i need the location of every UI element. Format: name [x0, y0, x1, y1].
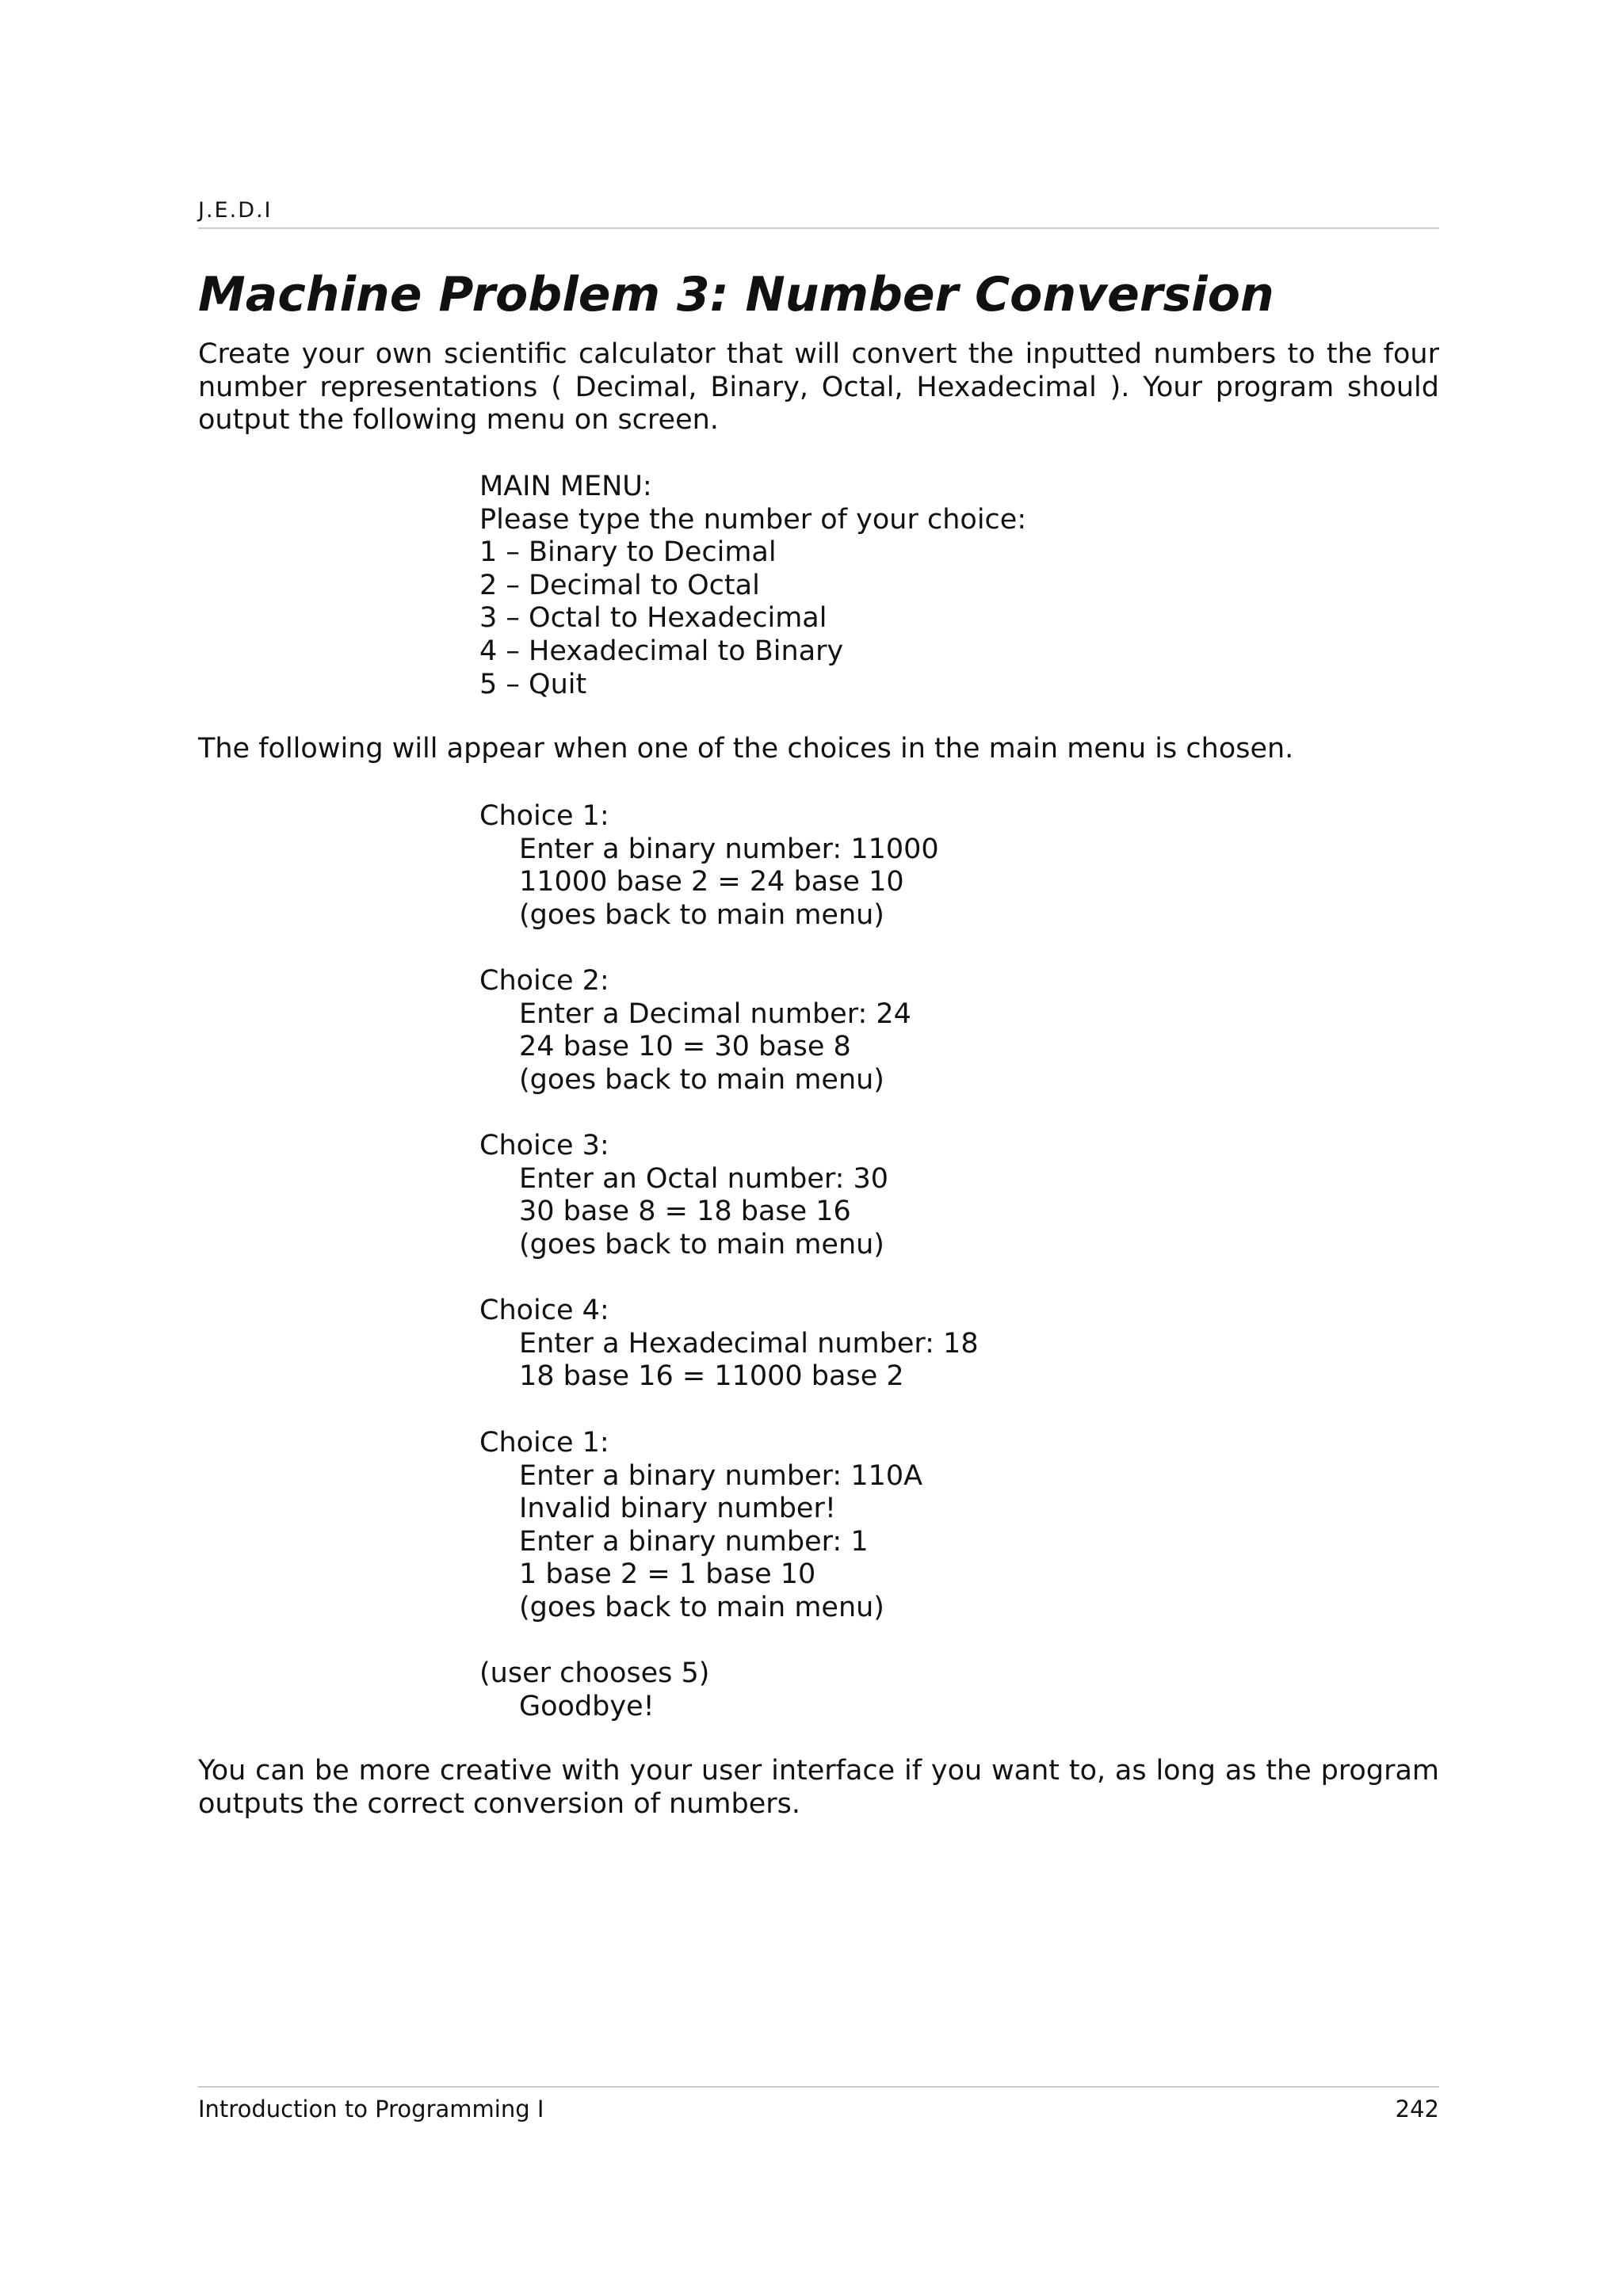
following-paragraph: The following will appear when one of the choices in the main menu is chosen. [198, 733, 1294, 765]
menu-heading: MAIN MENU: [479, 471, 652, 502]
example-line: (goes back to main menu) [519, 1591, 884, 1623]
footer-book-title: Introduction to Programming I [198, 2096, 544, 2122]
menu-option: 1 – Binary to Decimal [479, 536, 777, 569]
example-line: Enter a binary number: 110A [519, 1459, 923, 1492]
menu-option: 5 – Quit [479, 668, 587, 700]
example-line: (goes back to main menu) [519, 898, 884, 931]
footer-divider [198, 2086, 1439, 2088]
example-line: Goodbye! [519, 1690, 655, 1722]
example-quit [479, 1657, 709, 1723]
page-header [198, 198, 1439, 230]
example-label: (user chooses 5) [479, 1657, 710, 1689]
closing-paragraph: You can be more creative with your user interface if you want to, as long as the program outputs the correct conversion of numbers. [198, 1755, 1439, 1820]
menu-option: 4 – Hexadecimal to Binary [479, 635, 844, 667]
example-line: 1 base 2 = 1 base 10 [519, 1558, 816, 1591]
example-label: Choice 1: [479, 1427, 609, 1459]
example-label: Choice 4: [479, 1295, 609, 1326]
example-label: Choice 3: [479, 1130, 609, 1161]
example-line: (goes back to main menu) [519, 1228, 884, 1261]
example-line: (goes back to main menu) [519, 1063, 884, 1096]
example-line: Enter an Octal number: 30 [519, 1162, 889, 1195]
example-line: 30 base 8 = 18 base 16 [519, 1196, 851, 1228]
example-line: 18 base 16 = 11000 base 2 [519, 1360, 904, 1393]
example-label: Choice 1: [479, 800, 609, 832]
example-choice-2 [479, 965, 911, 1097]
example-line: Enter a binary number: 1 [519, 1525, 869, 1558]
menu-option: 2 – Decimal to Octal [479, 569, 760, 601]
page-title: Machine Problem 3: Number Conversion [198, 267, 1274, 322]
example-line: Enter a Decimal number: 24 [519, 997, 911, 1030]
intro-paragraph: Create your own scientific calculator that will convert the inputted numbers to the four number representations ( Decimal, Binary, Octal, Hexadecimal ). Your program should output the following menu on screen. [198, 338, 1439, 437]
example-choice-1 [479, 800, 939, 932]
main-menu-listing [479, 471, 1026, 701]
example-line: 24 base 10 = 30 base 8 [519, 1031, 851, 1063]
page-number: 242 [1395, 2096, 1439, 2122]
example-choice-4 [479, 1295, 979, 1394]
example-line: 11000 base 2 = 24 base 10 [519, 866, 904, 898]
menu-option: 3 – Octal to Hexadecimal [479, 602, 827, 635]
menu-prompt: Please type the number of your choice: [479, 503, 1027, 536]
header-divider [198, 227, 1439, 229]
example-choice-1-invalid [479, 1427, 922, 1625]
example-line: Enter a binary number: 11000 [519, 833, 939, 865]
example-label: Choice 2: [479, 965, 609, 997]
example-choice-3 [479, 1130, 888, 1261]
example-line: Invalid binary number! [519, 1493, 836, 1525]
running-head: J.E.D.I [198, 198, 273, 223]
example-line: Enter a Hexadecimal number: 18 [519, 1327, 979, 1360]
